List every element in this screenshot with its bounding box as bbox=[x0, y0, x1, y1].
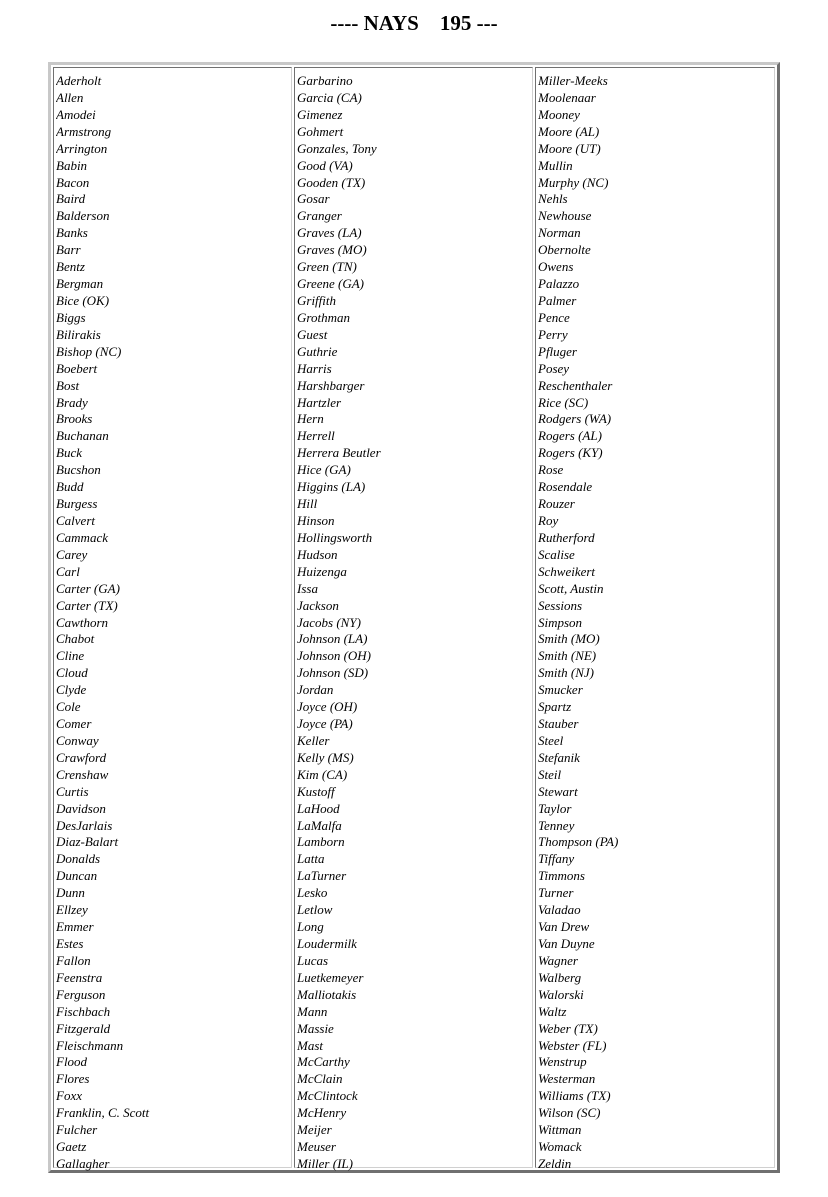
member-name: Palmer bbox=[538, 292, 577, 308]
member-name: Cloud bbox=[56, 665, 88, 681]
member-name: Kustoff bbox=[297, 783, 335, 799]
member-name: Rose bbox=[538, 462, 564, 478]
member-name: Carey bbox=[56, 546, 88, 562]
member-name: Roy bbox=[538, 512, 559, 528]
member-name: Gonzales, Tony bbox=[297, 140, 377, 156]
member-name: Latta bbox=[297, 851, 325, 867]
member-name: Kelly (MS) bbox=[297, 749, 354, 765]
member-name: Zeldin bbox=[538, 1156, 572, 1171]
member-name: Moore (AL) bbox=[538, 123, 600, 139]
member-name: Clyde bbox=[56, 682, 87, 698]
member-name: Obernolte bbox=[538, 242, 591, 258]
member-name: Rodgers (WA) bbox=[538, 411, 612, 427]
nays-table bbox=[48, 62, 780, 1173]
member-name: Stefanik bbox=[538, 749, 580, 765]
member-name: Fischbach bbox=[56, 1003, 111, 1019]
member-name: Wittman bbox=[538, 1122, 582, 1138]
member-name: Griffith bbox=[297, 292, 337, 308]
member-name: McClintock bbox=[297, 1088, 358, 1104]
member-name: Smith (NJ) bbox=[538, 665, 594, 681]
member-name: Herrera Beutler bbox=[297, 445, 381, 461]
member-name: Taylor bbox=[538, 800, 572, 816]
member-name: Johnson (OH) bbox=[297, 648, 372, 664]
member-name: Harshbarger bbox=[297, 377, 365, 393]
member-name: Chabot bbox=[56, 631, 95, 647]
member-name: Huizenga bbox=[297, 563, 347, 579]
member-name: Flood bbox=[56, 1054, 88, 1070]
member-name: Guest bbox=[297, 326, 328, 342]
member-name: Comer bbox=[56, 716, 92, 732]
member-name: Grothman bbox=[297, 309, 350, 325]
member-name: DesJarlais bbox=[56, 817, 113, 833]
member-name: Gosar bbox=[297, 191, 330, 207]
member-name: Moore (UT) bbox=[538, 140, 601, 156]
member-name: Malliotakis bbox=[297, 986, 357, 1002]
member-name: Gooden (TX) bbox=[297, 174, 366, 190]
member-name: Long bbox=[297, 919, 324, 935]
member-name: Crawford bbox=[56, 749, 107, 765]
member-name: Lamborn bbox=[297, 834, 345, 850]
member-name: Simpson bbox=[538, 614, 583, 630]
member-name: Turner bbox=[538, 885, 574, 901]
member-name: Biggs bbox=[56, 309, 86, 325]
member-name: Jacobs (NY) bbox=[297, 614, 361, 630]
member-name: Franklin, C. Scott bbox=[56, 1105, 150, 1121]
member-name: Herrell bbox=[297, 428, 335, 444]
member-name: Bishop (NC) bbox=[56, 343, 122, 359]
member-name: McHenry bbox=[297, 1105, 347, 1121]
member-name: Buchanan bbox=[56, 428, 109, 444]
member-name: Joyce (OH) bbox=[297, 699, 358, 715]
member-name: Cammack bbox=[56, 529, 108, 545]
member-name: Van Drew bbox=[538, 919, 590, 935]
member-name: Lesko bbox=[297, 885, 328, 901]
member-name: Williams (TX) bbox=[538, 1088, 611, 1104]
member-name: Mann bbox=[297, 1003, 328, 1019]
member-name: Gaetz bbox=[56, 1139, 87, 1155]
member-name: Curtis bbox=[56, 783, 89, 799]
member-name: Graves (MO) bbox=[297, 242, 367, 258]
member-name: Graves (LA) bbox=[297, 225, 362, 241]
member-name: Smith (NE) bbox=[538, 648, 597, 664]
member-name: Rogers (KY) bbox=[538, 445, 603, 461]
member-name: Waltz bbox=[538, 1003, 567, 1019]
member-name: Bilirakis bbox=[56, 326, 101, 342]
member-name: Dunn bbox=[56, 885, 85, 901]
member-name: Tenney bbox=[538, 817, 575, 833]
member-name: Timmons bbox=[538, 868, 585, 884]
member-name: Emmer bbox=[56, 919, 94, 935]
member-name: Rogers (AL) bbox=[538, 428, 602, 444]
member-name: Fulcher bbox=[56, 1122, 98, 1138]
member-name: Smith (MO) bbox=[538, 631, 600, 647]
member-name: Jackson bbox=[297, 597, 339, 613]
member-name: Fleischmann bbox=[56, 1037, 124, 1053]
member-name: Posey bbox=[538, 360, 570, 376]
member-name: LaTurner bbox=[297, 868, 347, 884]
member-name: Banks bbox=[56, 225, 88, 241]
member-name: Fitzgerald bbox=[56, 1020, 111, 1036]
member-name: Aderholt bbox=[56, 73, 102, 88]
member-name: Mast bbox=[297, 1037, 323, 1053]
member-name: Reschenthaler bbox=[538, 377, 613, 393]
member-name: Kim (CA) bbox=[297, 766, 348, 782]
member-name: Stauber bbox=[538, 716, 579, 732]
member-name: Walberg bbox=[538, 969, 582, 985]
member-name: McClain bbox=[297, 1071, 343, 1087]
member-name: Meijer bbox=[297, 1122, 332, 1138]
member-name: Hollingsworth bbox=[297, 529, 373, 545]
member-name: Perry bbox=[538, 326, 568, 342]
member-name: Hill bbox=[297, 496, 318, 512]
member-name: Meuser bbox=[297, 1139, 336, 1155]
member-name: Smucker bbox=[538, 682, 583, 698]
member-name: Balderson bbox=[56, 208, 110, 224]
member-name: Rosendale bbox=[538, 479, 593, 495]
member-name: Sessions bbox=[538, 597, 583, 613]
member-name: Foxx bbox=[56, 1088, 82, 1104]
member-name: Luetkemeyer bbox=[297, 969, 364, 985]
member-name: Steil bbox=[538, 766, 562, 782]
member-name: Hartzler bbox=[297, 394, 342, 410]
member-name: Bost bbox=[56, 377, 80, 393]
member-name: Flores bbox=[56, 1071, 90, 1087]
member-name: Granger bbox=[297, 208, 342, 224]
member-name: Spartz bbox=[538, 699, 572, 715]
member-name: Boebert bbox=[56, 360, 98, 376]
member-name: Crenshaw bbox=[56, 766, 109, 782]
member-name: Amodei bbox=[56, 106, 96, 122]
member-name: Letlow bbox=[297, 902, 333, 918]
member-name: Tiffany bbox=[538, 851, 575, 867]
member-name: Harris bbox=[297, 360, 332, 376]
member-name: Budd bbox=[56, 479, 84, 495]
member-name: LaHood bbox=[297, 800, 340, 816]
member-name: Owens bbox=[538, 259, 574, 275]
names-column-3 bbox=[535, 67, 775, 1171]
member-name: Rice (SC) bbox=[538, 394, 589, 410]
member-name: Nehls bbox=[538, 191, 568, 207]
member-name: Johnson (LA) bbox=[297, 631, 368, 647]
member-name: Valadao bbox=[538, 902, 581, 918]
member-name: Loudermilk bbox=[297, 936, 357, 952]
member-name: Scott, Austin bbox=[538, 580, 604, 596]
member-name: Cawthorn bbox=[56, 614, 109, 630]
member-name: Webster (FL) bbox=[538, 1037, 607, 1053]
member-name: Burgess bbox=[56, 496, 98, 512]
member-name: Hudson bbox=[297, 546, 338, 562]
member-name: Garbarino bbox=[297, 73, 353, 88]
member-name: Cline bbox=[56, 648, 85, 664]
member-name: Johnson (SD) bbox=[297, 665, 369, 681]
member-name: Greene (GA) bbox=[297, 276, 365, 292]
member-name: Massie bbox=[297, 1020, 334, 1036]
member-name: Ellzey bbox=[56, 902, 88, 918]
member-name: Davidson bbox=[56, 800, 106, 816]
member-name: Joyce (PA) bbox=[297, 716, 353, 732]
member-name: Gallagher bbox=[56, 1156, 110, 1171]
member-name: Ferguson bbox=[56, 986, 106, 1002]
member-name: Palazzo bbox=[538, 276, 580, 292]
member-name: Mooney bbox=[538, 106, 580, 122]
member-name: Gohmert bbox=[297, 123, 344, 139]
member-name: Steel bbox=[538, 732, 564, 748]
member-name: Bucshon bbox=[56, 462, 101, 478]
member-name: Arrington bbox=[56, 140, 108, 156]
member-name: Carl bbox=[56, 563, 80, 579]
member-name: Armstrong bbox=[56, 123, 112, 139]
member-name: Womack bbox=[538, 1139, 582, 1155]
member-name: Rouzer bbox=[538, 496, 575, 512]
member-name: Brooks bbox=[56, 411, 93, 427]
member-name: Buck bbox=[56, 445, 82, 461]
member-name: Issa bbox=[297, 580, 318, 596]
member-name: Green (TN) bbox=[297, 259, 357, 275]
member-name: Thompson (PA) bbox=[538, 834, 619, 850]
member-name: Higgins (LA) bbox=[297, 479, 366, 495]
member-name: Carter (TX) bbox=[56, 597, 118, 613]
member-name: Stewart bbox=[538, 783, 578, 799]
member-name: Baird bbox=[56, 191, 86, 207]
member-name: LaMalfa bbox=[297, 817, 342, 833]
member-name: Miller-Meeks bbox=[538, 73, 608, 88]
member-name: Barr bbox=[56, 242, 81, 258]
member-name: Garcia (CA) bbox=[297, 89, 362, 105]
nays-heading: ---- NAYS 195 --- bbox=[330, 11, 498, 35]
member-name: Walorski bbox=[538, 986, 584, 1002]
member-name: Mullin bbox=[538, 157, 573, 173]
member-name: Fallon bbox=[56, 952, 91, 968]
member-name: Weber (TX) bbox=[538, 1020, 598, 1036]
member-name: Gimenez bbox=[297, 106, 343, 122]
member-name: Conway bbox=[56, 732, 99, 748]
member-name: Hern bbox=[297, 411, 324, 427]
member-name: Pence bbox=[538, 309, 570, 325]
member-name: Norman bbox=[538, 225, 581, 241]
names-column-1 bbox=[53, 67, 292, 1171]
member-name: Hinson bbox=[297, 512, 335, 528]
member-name: Diaz-Balart bbox=[56, 834, 119, 850]
member-name: Murphy (NC) bbox=[538, 174, 609, 190]
member-name: Westerman bbox=[538, 1071, 596, 1087]
member-name: Bentz bbox=[56, 259, 85, 275]
member-name: Brady bbox=[56, 394, 88, 410]
member-name: Bergman bbox=[56, 276, 104, 292]
member-name: Bacon bbox=[56, 174, 90, 190]
member-name: Good (VA) bbox=[297, 157, 353, 173]
member-name: Guthrie bbox=[297, 343, 338, 359]
member-name: Bice (OK) bbox=[56, 292, 110, 308]
member-name: Newhouse bbox=[538, 208, 592, 224]
member-name: Cole bbox=[56, 699, 81, 715]
member-name: McCarthy bbox=[297, 1054, 350, 1070]
member-name: Donalds bbox=[56, 851, 101, 867]
names-column-2 bbox=[294, 67, 533, 1171]
member-name: Schweikert bbox=[538, 563, 596, 579]
member-name: Estes bbox=[56, 936, 84, 952]
member-name: Wagner bbox=[538, 952, 578, 968]
member-name: Moolenaar bbox=[538, 89, 596, 105]
member-name: Feenstra bbox=[56, 969, 103, 985]
member-name: Rutherford bbox=[538, 529, 595, 545]
member-name: Hice (GA) bbox=[297, 462, 351, 478]
member-name: Scalise bbox=[538, 546, 575, 562]
member-name: Duncan bbox=[56, 868, 98, 884]
member-name: Van Duyne bbox=[538, 936, 595, 952]
member-name: Lucas bbox=[297, 952, 329, 968]
member-name: Wilson (SC) bbox=[538, 1105, 601, 1121]
member-name: Keller bbox=[297, 732, 330, 748]
member-name: Calvert bbox=[56, 512, 95, 528]
member-name: Jordan bbox=[297, 682, 334, 698]
member-name: Carter (GA) bbox=[56, 580, 120, 596]
member-name: Miller (IL) bbox=[297, 1156, 353, 1171]
member-name: Babin bbox=[56, 157, 88, 173]
member-name: Pfluger bbox=[538, 343, 577, 359]
member-name: Allen bbox=[56, 89, 84, 105]
member-name: Wenstrup bbox=[538, 1054, 587, 1070]
